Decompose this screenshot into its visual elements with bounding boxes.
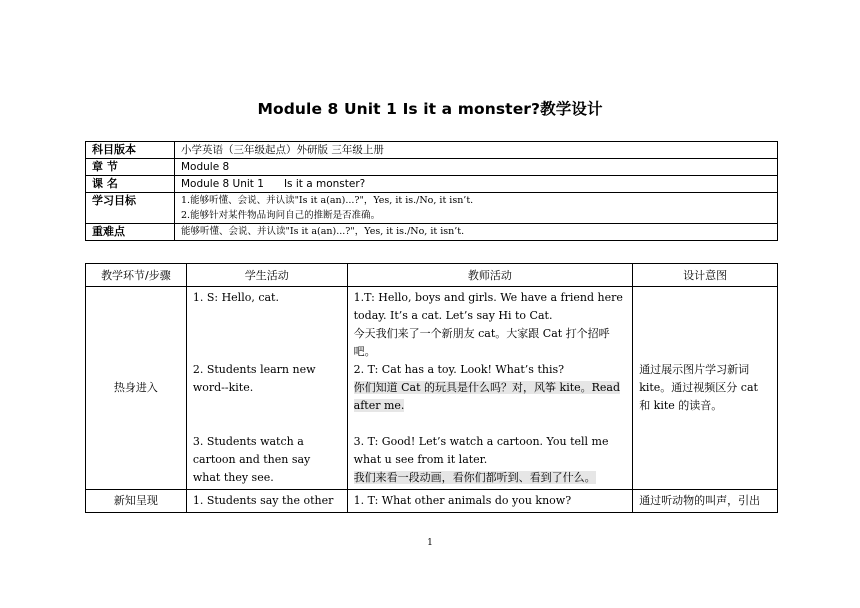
- info-label: 课 名: [86, 176, 175, 193]
- info-value: 小学英语（三年级起点）外研版 三年级上册: [175, 142, 778, 159]
- info-row-objectives: [86, 193, 778, 224]
- table-row: [86, 490, 778, 513]
- column-header: 教师活动: [347, 264, 633, 287]
- info-label: 科目版本: [86, 142, 175, 159]
- student-activity-cell: [186, 287, 347, 490]
- lesson-steps-table: [85, 263, 778, 513]
- purpose-cell: 通过展示图片学习新词 kite。通过视频区分 cat 和 kite 的读音。: [633, 287, 778, 490]
- teacher-activity-cell: 1. T: What other animals do you know?: [347, 490, 633, 513]
- header-row: [86, 264, 778, 287]
- teacher-item: 2. T: Cat has a toy. Look! What’s this?: [353, 363, 565, 376]
- page-title: Module 8 Unit 1 Is it a monster?教学设计: [257, 100, 603, 118]
- info-value: [175, 193, 778, 224]
- info-value: Module 8: [175, 159, 778, 176]
- teacher-item: 1.T: Hello, boys and girls. We have a friend here today. It’s a cat. Let’s say Hi to Cat.: [353, 291, 623, 322]
- student-item: 1. S: Hello, cat.: [192, 291, 279, 304]
- objective-line: 2.能够针对某件物品询问自己的推断是否准确。: [181, 210, 381, 221]
- info-label: 学习目标: [86, 193, 175, 224]
- info-row-subject: [86, 142, 778, 159]
- course-info-table: [85, 141, 778, 241]
- info-row-keypoints: [86, 224, 778, 241]
- info-row-lesson: [86, 176, 778, 193]
- step-cell: 新知呈现: [86, 490, 187, 513]
- info-row-chapter: [86, 159, 778, 176]
- objective-line: 1.能够听懂、会说、并认读"Is it a(an)...?"，Yes, it is./No, it isn’t.: [181, 195, 474, 206]
- purpose-cell: 通过听动物的叫声，引出: [633, 490, 778, 513]
- table-row: [86, 287, 778, 490]
- teacher-item-zh: 今天我们来了一个新朋友 cat。大家跟 Cat 打个招呼吧。: [353, 327, 610, 358]
- page-number: 1: [427, 538, 433, 548]
- teacher-item-zh-highlight: 我们来看一段动画，看你们都听到、看到了什么。: [353, 471, 596, 484]
- step-cell: 热身进入: [86, 287, 187, 490]
- info-value: Module 8 Unit 1 Is it a monster?: [175, 176, 778, 193]
- column-header: 设计意图: [633, 264, 778, 287]
- info-label: 重难点: [86, 224, 175, 241]
- teacher-activity-cell: [347, 287, 633, 490]
- teacher-item: 3. T: Good! Let’s watch a cartoon. You tell me what u see from it later.: [353, 435, 609, 466]
- student-item: 3. Students watch a cartoon and then say what they see.: [192, 435, 311, 484]
- info-label: 章 节: [86, 159, 175, 176]
- student-activity-cell: 1. Students say the other: [186, 490, 347, 513]
- column-header: 学生活动: [186, 264, 347, 287]
- student-item: 2. Students learn new word--kite.: [192, 363, 316, 394]
- teacher-item-zh-highlight: 你们知道 Cat 的玩具是什么吗？对，风筝 kite。Read after me.: [353, 381, 621, 412]
- column-header: 教学环节/步骤: [86, 264, 187, 287]
- info-value: 能够听懂、会说、并认读"Is it a(an)...?"，Yes, it is./No, it isn’t.: [175, 224, 778, 241]
